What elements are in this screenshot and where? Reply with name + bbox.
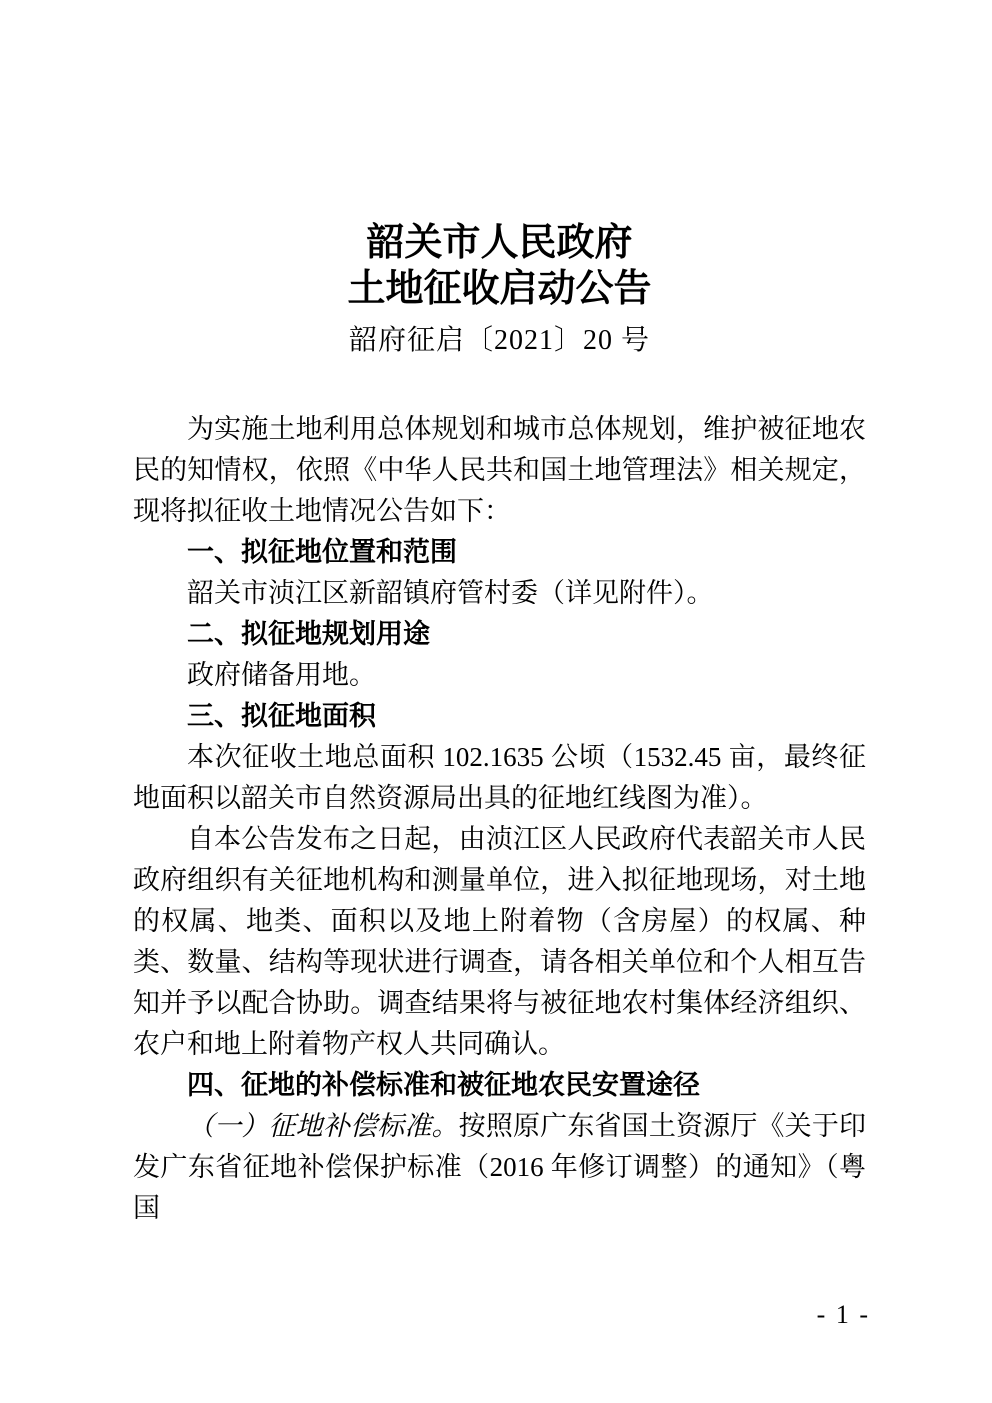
document-number: 韶府征启〔2021〕20 号 [348, 325, 650, 356]
paragraph: 政府储备用地。 [187, 660, 376, 690]
title-line-1: 韶关市人民政府 [366, 222, 633, 264]
paragraph: 自本公告发布之日起，由浈江区人民政府代表韶关市人民政府组织有关征地机构和测量单位，进入拟征地现场，对土地的权属、地类、面积以及地上附着物（含房屋）的权属、种类、数量、结构等现状进行调查，请各相关单位和个人相互告知并予以配合协助。调查结果将与被征地农村集体经济组织、农户和地上附着物产权人共同确认。 [133, 824, 866, 1059]
title-line-2: 土地征收启动公告 [347, 268, 652, 310]
section-heading: 一、拟征地位置和范围 [187, 537, 457, 567]
paragraph: （一）征地补偿标准。按照原广东省国土资源厅《关于印发广东省征地补偿保护标准（2016 年修订调整）的通知》（粤国 [133, 1111, 867, 1223]
section-heading: 二、拟征地规划用途 [187, 619, 430, 649]
document-body [133, 409, 866, 1229]
document-column [133, 0, 866, 1229]
section-heading: 四、征地的补偿标准和被征地农民安置途径 [187, 1070, 700, 1100]
page-number: - 1 - [816, 1300, 870, 1329]
paragraph-lead: （一）征地补偿标准。 [187, 1111, 459, 1141]
paragraph: 本次征收土地总面积 102.1635 公顷（1532.45 亩，最终征地面积以韶关市自然资源局出具的征地红线图为准）。 [133, 742, 866, 813]
paragraph: 韶关市浈江区新韶镇府管村委（详见附件）。 [187, 578, 714, 608]
section-heading: 三、拟征地面积 [187, 701, 376, 731]
document-title [133, 0, 866, 357]
paragraph: 为实施土地利用总体规划和城市总体规划，维护被征地农民的知情权，依照《中华人民共和国土地管理法》相关规定，现将拟征收土地情况公告如下： [133, 414, 866, 526]
